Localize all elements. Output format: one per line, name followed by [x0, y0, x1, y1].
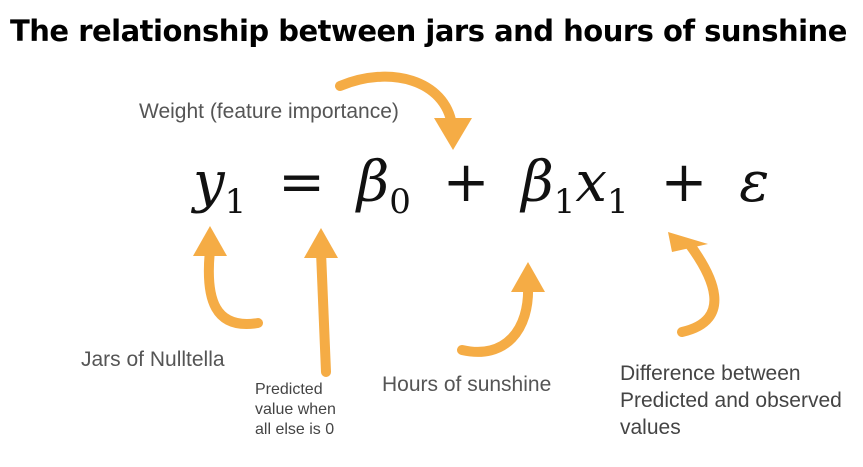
eq-beta0: β: [356, 150, 390, 215]
eq-y-subscript: 1: [224, 182, 247, 222]
eq-equals: =: [278, 150, 326, 215]
arrow-jars: [209, 250, 258, 324]
arrow-predicted: [321, 252, 326, 372]
arrowhead-predicted: [304, 228, 338, 258]
eq-x-subscript: 1: [607, 182, 629, 222]
label-difference-line: Predicted and observed: [620, 389, 842, 412]
arrowhead-jars: [193, 226, 227, 256]
arrow-weight: [340, 77, 452, 125]
diagram-title: The relationship between jars and hours of sunshine: [10, 14, 847, 48]
label-hours: Hours of sunshine: [382, 373, 552, 396]
label-jars: Jars of Nulltella: [81, 348, 225, 371]
label-difference-line: values: [620, 416, 681, 439]
eq-beta1: β: [521, 150, 554, 215]
label-weight: Weight (feature importance): [139, 100, 399, 123]
eq-y: y: [193, 150, 225, 215]
arrow-difference: [682, 245, 714, 332]
label-predicted-line: value when: [255, 401, 336, 418]
eq-plus-2: +: [660, 150, 708, 215]
label-predicted-line: Predicted: [255, 381, 323, 398]
arrowhead-hours: [511, 262, 545, 292]
eq-x: x: [575, 150, 607, 215]
arrowhead-weight: [434, 118, 472, 150]
arrow-hours: [462, 285, 528, 352]
eq-plus-1: +: [442, 150, 490, 215]
eq-epsilon: ε: [739, 150, 770, 215]
label-difference-line: Difference between: [620, 362, 801, 385]
label-predicted-line: all else is 0: [255, 421, 335, 438]
eq-beta0-subscript: 0: [389, 182, 411, 222]
eq-beta1-subscript: 1: [553, 182, 576, 222]
